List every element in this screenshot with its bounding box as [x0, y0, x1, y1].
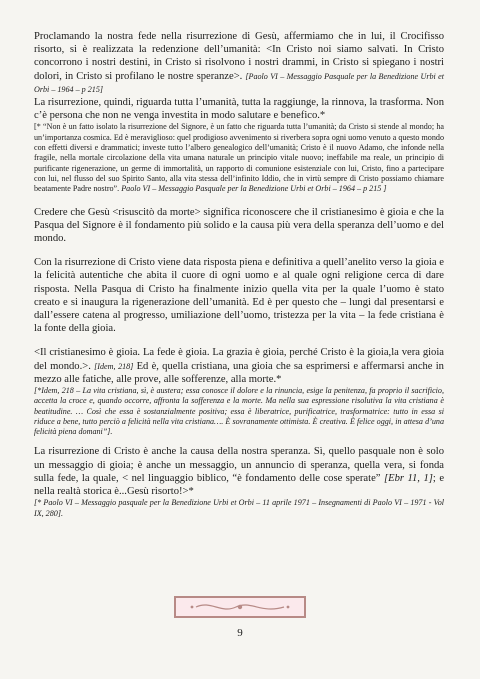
footnote-1-text: [* “Non è un fatto isolato la risurrezione del Signore, è un fatto che riguarda tutta l’umanità; da Cristo si stende al mondo; ha un’importanza cosmica. Ed è meraviglioso: quel prodigioso avvenimento si riverbera sopra ogni uomo venuto a questo mondo con effetti diversi e drammatici; investe tutto l’albero genealogico dell’umanità; Cristo è il nuovo Adamo, che infonde nella fragile, nella mortale circolazione della vita umana naturale un principio vitale nuovo; ineffabile ma reale, un principio di purificante rigenerazione, un germe di immortalità, un rapporto di comunione esistenziale con lui, Cristo, fino a partecipare con lui, nel flusso del suo Spirito Santo, alla vita stessa dell’infinito Iddio, che in virtù sempre di Cristo possiamo chiamare beatamente Padre nostro”. — [34, 122, 444, 194]
ornament-container — [0, 596, 480, 618]
ornament-flourish-icon — [176, 598, 304, 616]
paragraph-2: La risurrezione, quindi, riguarda tutta l’umanità, tutta la raggiunge, la rinnova, la trasforma. Non c’è persona che non ne venga investita in modo salutare e benefico.* — [34, 97, 444, 122]
page-body — [34, 30, 444, 519]
paragraph-4: Con la risurrezione di Cristo viene data risposta piena e definitiva a quell’anelito verso la gioia e la felicità autentiche che abita il cuore di ogni uomo e al quale ogni religione cerca di dare risposta. Nella Pasqua di Cristo ha finalmente inizio quella vita per la quale l’uomo è stato creato e si inaugura la rigenerazione dell’umanità. Ed è per questo che – lungi dal presentarsi e dall’essere catena al progresso, umiliazione dell’uomo, tristezza per la vita – la fede cristiana è la fonte della gioia. — [34, 257, 444, 335]
paragraph-5-text: <Il cristianesimo è gioia. La fede è gioia. La grazia è gioia, perché Cristo è la gioia,la vera gioia del mondo.>. — [34, 347, 444, 372]
decorative-ornament — [174, 596, 306, 618]
page-number: 9 — [237, 627, 243, 639]
paragraph-6-text: La risurrezione di Cristo è anche la causa della nostra speranza. Sì, quello pasquale non è solo un messaggio di gioia; è anche un messaggio, un annuncio di speranza, quella vera, si fonda sulla fede, la quale, < nel linguaggio biblico, “è fondamento delle cose sperate” — [34, 446, 444, 484]
citation-3: [Ebr 11, 1] — [383, 472, 433, 484]
paragraph-5-text-after: Ed è, quella cristiana, una gioia che sa esprimersi e affermarsi anche in mezzo alle fatiche, alle prove, alle sofferenze, alla morte.* — [34, 360, 444, 385]
citation-2: [Idem, 218] — [94, 361, 134, 371]
paragraph-6 — [34, 445, 444, 498]
paragraph-1-text: Proclamando la nostra fede nella risurrezione di Gesù, affermiamo che in lui, il Crocifisso risorto, si è realizzata la redenzione dell’umanità: <In Cristo noi siamo salvati. In Cristo concorrono i nostri destini, in Cristo si risolvono i nostri drammi, in Cristo si spiegano i nostri dolori, in Cristo si profilano le nostre speranze>. — [34, 31, 444, 82]
paragraph-1 — [34, 30, 444, 96]
footnote-2: [*Idem, 218 – La vita cristiana, sì, è austera; essa conosce il dolore e la rinuncia, esige la penitenza, fa proprio il sacrificio, accetta la croce e, quando occorre, affronta la sofferenza e la morte. Ma nella sua espressione risolutiva la vita cristiana è beatitudine. … Così che essa è sostanzialmente positiva; essa è liberatrice, purificatrice, trasformatrice: tutto in essa si riduce a bene, tutto perciò a felicità nella vita cristiana…. È sovranamente ottimista. È creativa. È felice oggi, in attesa d’una felicità piena domani”]. — [34, 385, 444, 437]
footnote-3: [* Paolo VI – Messaggio pasquale per la Benedizione Urbi et Orbi – 11 aprile 1971 – Insegnamenti di Paolo VI – 1971 - Vol IX, 280]. — [34, 498, 444, 518]
paragraph-5 — [34, 346, 444, 386]
paragraph-3: Credere che Gesù <risuscitò da morte> significa riconoscere che il cristianesimo è gioia e che la Pasqua del Signore è il fondamento più solido e la causa più vera della speranza dell’uomo e del mondo. — [34, 206, 444, 244]
footnote-1-citation: Paolo VI – Messaggio Pasquale per la Benedizione Urbi et Orbi – 1964 – p 215 ] — [121, 184, 387, 194]
citation-1: [Paolo VI – Messaggio Pasquale per la Benedizione Urbi et Orbi – 1964 – p 215] — [34, 71, 444, 94]
paragraph-6-text-after: ; e nella realtà storica è...Gesù risorto!>* — [34, 472, 445, 498]
footnote-1 — [34, 122, 444, 194]
